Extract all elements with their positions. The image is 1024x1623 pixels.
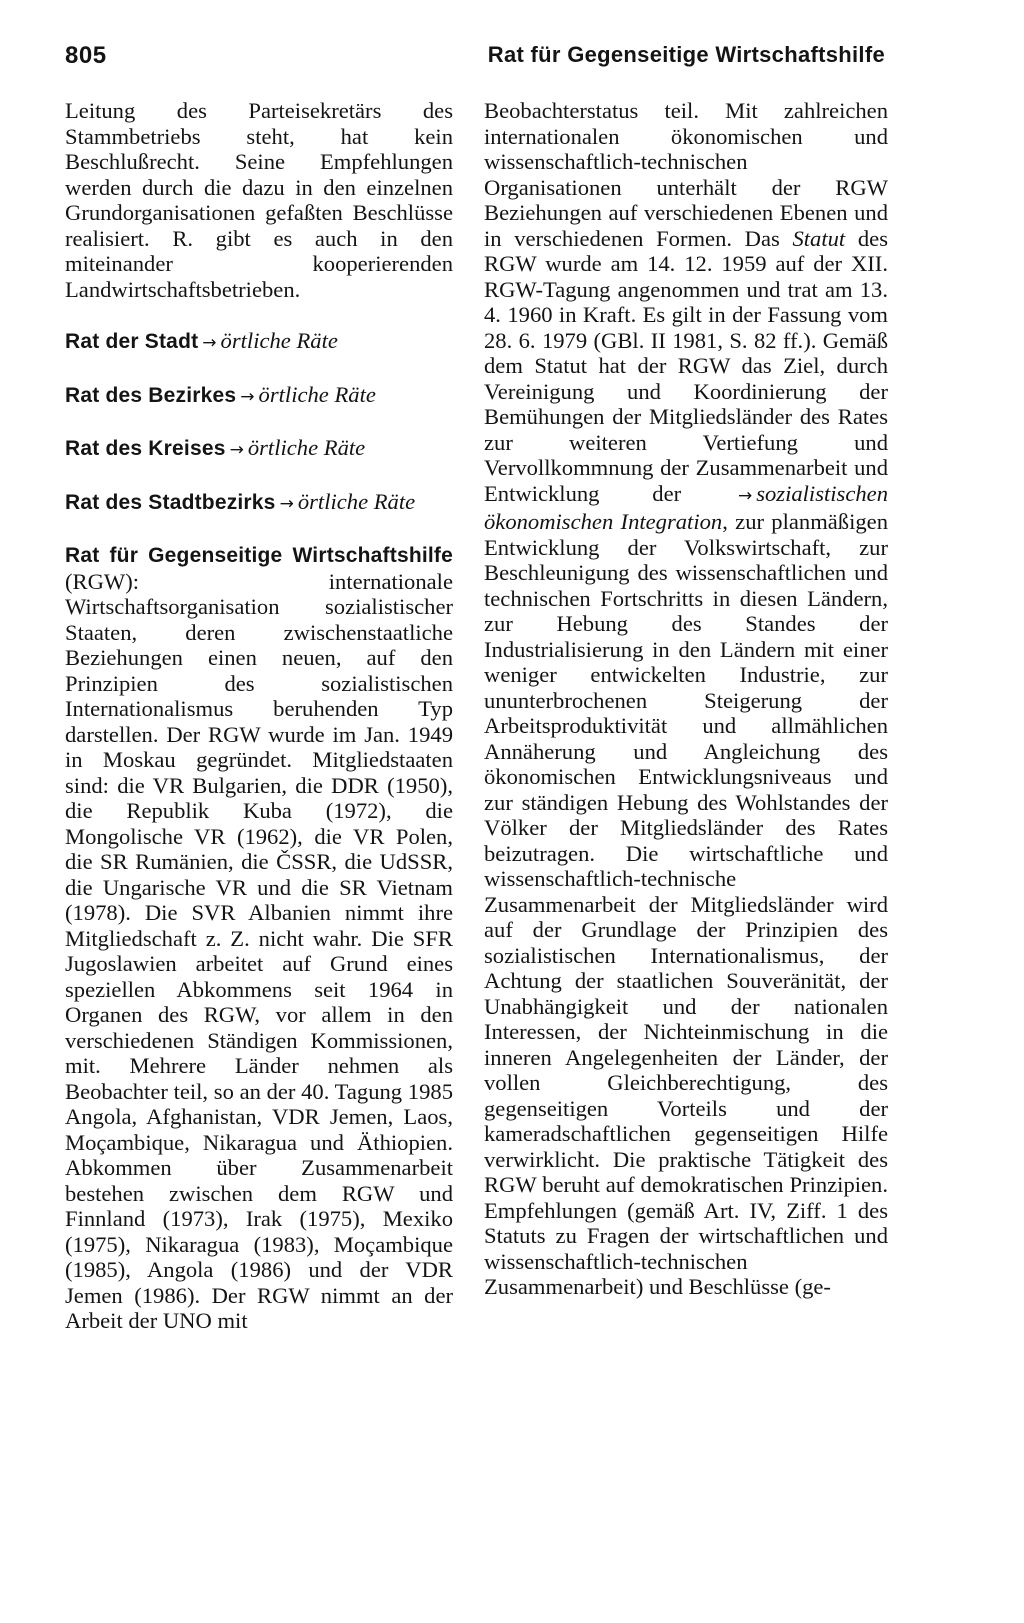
entry-rgw: [65, 542, 453, 1334]
entry-rgw-continued: [484, 98, 888, 1300]
cross-reference: örtliche Räte: [297, 488, 416, 514]
entry-rat-der-stadt: [65, 328, 453, 357]
headword: Rat des Bezirkes: [65, 383, 237, 407]
cross-reference-arrow-icon: →: [279, 493, 294, 514]
cross-reference: örtliche Räte: [258, 381, 376, 407]
headword: Rat der Stadt: [65, 330, 199, 353]
cross-reference: sozialistischen ökonomischen Integration: [484, 480, 888, 534]
entry-rat-des-bezirkes: [65, 382, 453, 411]
entry-text: des RGW wurde am 14. 12. 1959 auf der XII. RGW-Tagung angenommen und trat am 13. 4. 1960 in Kraft. Es gilt in der Fassung vom 28. 6. 1979 (GBl. II 1981, S. 82 ff.). Gemäß dem Statut hat der RGW das Ziel, durch Vereinigung und Koordinierung der Bemühungen der Mitgliedsländer des Rates zur weiteren Vertiefung und Vervollkommnung der Zusammenarbeit und Entwicklung der: [484, 225, 888, 506]
left-column: [65, 98, 453, 1334]
right-column: [484, 98, 888, 1300]
headword: Rat des Stadtbezirks: [65, 490, 276, 514]
entry-rat-des-stadtbezirks: [65, 489, 453, 518]
cross-reference-arrow-icon: →: [737, 485, 753, 506]
page-number: 805: [65, 42, 107, 69]
running-head: Rat für Gegenseitige Wirtschaftshilfe: [487, 42, 885, 67]
headword: Rat des Kreises: [65, 437, 226, 460]
page-header: [65, 42, 885, 78]
entry-rat-des-kreises: [65, 435, 453, 464]
entry-text: (RGW): internationale Wirtschaftsorganisation sozialistischer Staaten, deren zwischenstaatliche Beziehungen einen neuen, auf den Prinzipien des sozialistischen Internationalismus beruhenden Typ darstellen. Der RGW wurde im Jan. 1949 in Moskau gegründet. Mitgliedstaaten sind: die VR Bulgarien, die DDR (1950), die Republik Kuba (1972), die Mongolische VR (1962), die VR Polen, die SR Rumänien, die ČSSR, die UdSSR, die Ungarische VR und die SR Vietnam (1978). Die SVR Albanien nimmt ihre Mitgliedschaft z. Z. nicht wahr. Die SFR Jugoslawien arbeitet auf Grund eines speziellen Abkommens seit 1964 in Organen des RGW, vor allem in den verschiedenen Ständigen Kommissionen, mit. Mehrere Länder nehmen als Beobachter teil, so an der 40. Tagung 1985 Angola, Afghanistan, VDR Jemen, Laos, Moçambique, Nikaragua und Äthiopien. Abkommen über Zusammenarbeit bestehen zwischen dem RGW und Finnland (1973), Irak (1975), Mexiko (1975), Nikaragua (1983), Moçambique (1985), Angola (1986) und der VDR Jemen (1986). Der RGW nimmt an der Arbeit der UNO mit: [65, 568, 453, 1333]
cross-reference-arrow-icon: →: [229, 440, 244, 460]
statut-word: Statut: [792, 225, 846, 251]
cross-reference-arrow-icon: →: [202, 333, 217, 353]
entry-text: Beobachterstatus teil. Mit zahlreichen internationalen ökonomischen und wissenschaftlich-technischen Organisationen unterhält der RGW Beziehungen auf verschiedenen Ebenen und in verschiedenen Formen. Das: [484, 98, 888, 251]
continuation-paragraph: Leitung des Parteisekretärs des Stammbetriebs steht, hat kein Beschlußrecht. Seine Empfehlungen werden durch die dazu in den einzelnen Grundorganisationen gefaßten Beschlüsse realisiert. R. gibt es auch in den miteinander kooperierenden Landwirtschaftsbetrieben.: [65, 98, 453, 302]
cross-reference: örtliche Räte: [247, 435, 366, 460]
cross-reference-arrow-icon: →: [240, 386, 255, 407]
headword: Rat für Gegenseitige Wirtschaftshilfe: [65, 544, 453, 567]
entry-text: , zur planmäßigen Entwicklung der Volkswirtschaft, zur Beschleunigung des wissenschaftlichen und technischen Fortschritts in diesen Ländern, zur Hebung des Standes der Industrialisierung in den Ländern mit einer weniger entwickelten Industrie, zur ununterbrochenen Steigerung der Arbeitsproduktivität und allmählichen Annäherung und Angleichung des ökonomischen Entwicklungsniveaus und zur ständigen Hebung des Wohlstandes der Völker der Mitgliedsländer des Rates beizutragen. Die wirtschaftliche und wissenschaftlich-technische Zusammenarbeit der Mitgliedsländer wird auf der Grundlage der Prinzipien des sozialistischen Internationalismus, der Achtung der staatlichen Souveränität, der Unabhängigkeit und der nationalen Interessen, der Nichteinmischung in die inneren Angelegenheiten der Länder, der vollen Gleichberechtigung, des gegenseitigen Vorteils und der kameradschaftlichen gegenseitigen Hilfe verwirklicht. Die praktische Tätigkeit des RGW beruht auf demokratischen Prinzipien. Empfehlungen (gemäß Art. IV, Ziff. 1 des Statuts zu Fragen der wirtschaftlichen und wissenschaftlich-technischen Zusammenarbeit) und Beschlüsse (ge-: [484, 509, 889, 1299]
cross-reference: örtliche Räte: [220, 328, 338, 353]
